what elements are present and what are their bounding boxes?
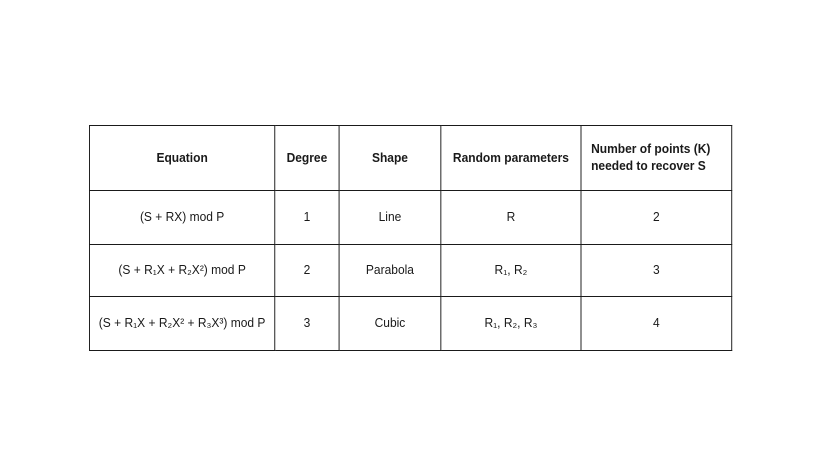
cell-degree: 3	[275, 297, 339, 351]
header-degree: Degree	[275, 126, 339, 191]
cell-shape: Parabola	[339, 245, 441, 297]
cell-shape: Line	[339, 191, 441, 245]
cell-equation: (S + R₁X + R₂X² + R₃X³) mod P	[89, 297, 274, 351]
cell-points: 3	[581, 245, 732, 297]
cell-random-parameters: R	[441, 191, 581, 245]
cell-equation: (S + RX) mod P	[89, 191, 274, 245]
header-equation: Equation	[89, 126, 274, 191]
cell-degree: 1	[275, 191, 339, 245]
cell-points: 4	[581, 297, 732, 351]
polynomial-degree-table	[89, 125, 732, 351]
cell-equation: (S + R₁X + R₂X²) mod P	[89, 245, 274, 297]
header-points-line1: Number of points (K)	[591, 142, 711, 157]
header-points-needed	[581, 126, 732, 191]
header-row	[89, 126, 731, 191]
cell-degree: 2	[275, 245, 339, 297]
header-shape: Shape	[339, 126, 441, 191]
table-row	[89, 297, 731, 351]
table-row	[89, 191, 731, 245]
cell-random-parameters: R₁, R₂	[441, 245, 581, 297]
table-row	[89, 245, 731, 297]
cell-points: 2	[581, 191, 732, 245]
cell-shape: Cubic	[339, 297, 441, 351]
cell-random-parameters: R₁, R₂, R₃	[441, 297, 581, 351]
header-points-line2: needed to recover S	[591, 159, 706, 173]
header-random-parameters: Random parameters	[441, 126, 581, 191]
